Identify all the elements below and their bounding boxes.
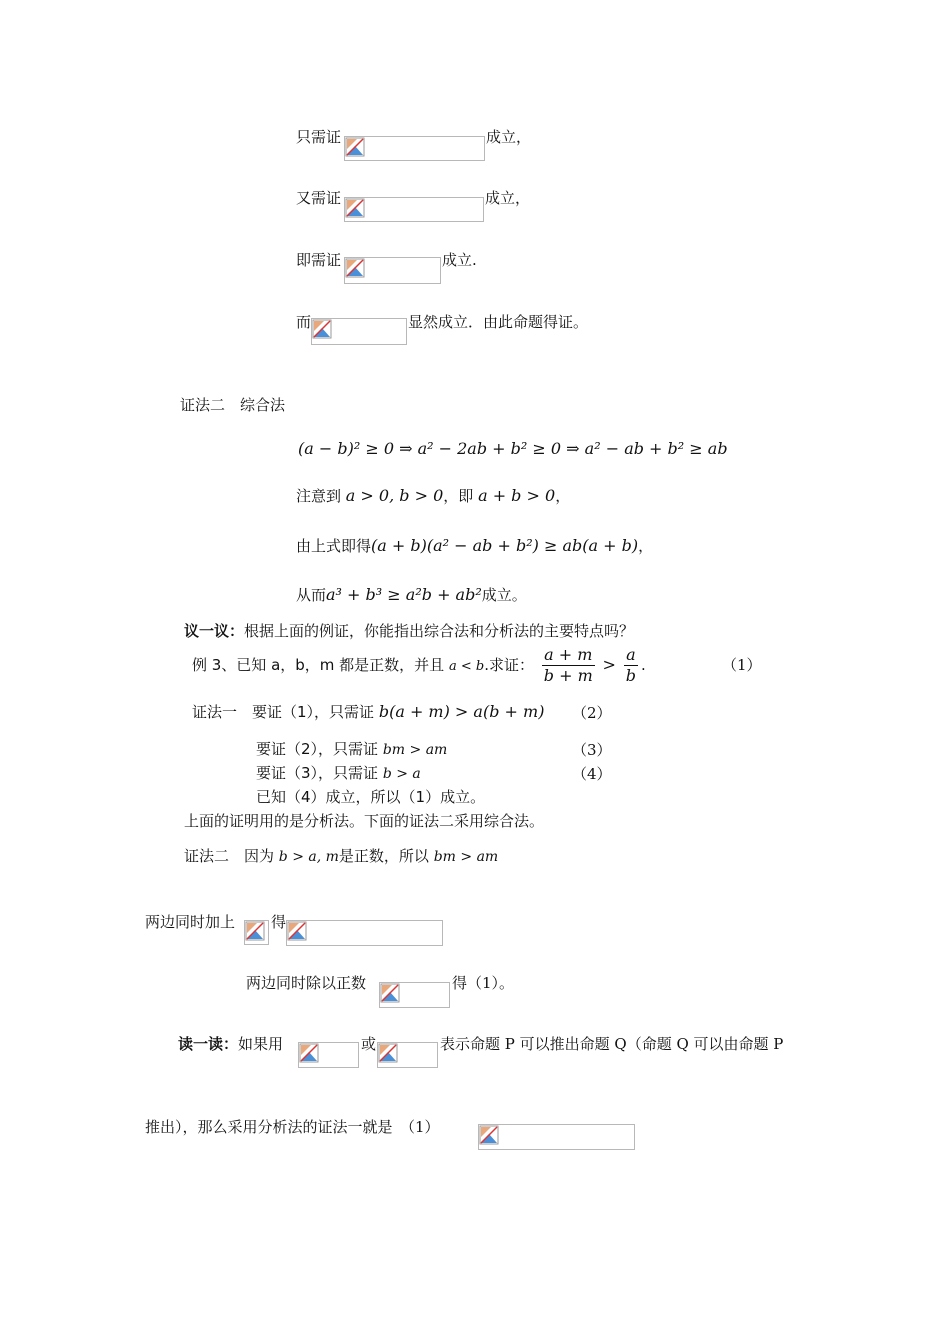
proof1-line3-math: b > a (382, 766, 421, 782)
step1-prefix: 只需证 (296, 128, 342, 146)
step1-suffix: 成立， (486, 128, 532, 146)
step4-suffix: 显然成立．由此命题得证。 (408, 313, 589, 331)
proof2-math2: bm > am (433, 849, 499, 865)
step2-suffix: 成立， (485, 189, 531, 207)
broken-image-icon (287, 921, 307, 941)
fraction-right (624, 645, 638, 686)
equation-tag-2: （2） (572, 704, 612, 722)
method2-equation: (a − b)² ≥ 0 ⇒ a² − 2ab + b² ≥ 0 ⇒ a² − ab + b² ≥ ab (298, 439, 728, 458)
proof1-line2-label: 要证（2），只需证 (256, 740, 379, 758)
formula-image-placeholder (379, 982, 450, 1008)
conclude-suffix: 成立。 (481, 586, 527, 604)
proof1-line1-label: 证法一 要证（1），只需证 (192, 703, 375, 721)
proof2-line (184, 845, 498, 868)
broken-image-icon (245, 921, 265, 941)
note-prefix: 注意到 (296, 487, 342, 505)
broken-image-icon (378, 1043, 398, 1063)
derive-suffix: ， (638, 537, 654, 555)
equation-tag-4: （4） (572, 765, 612, 783)
read-text3: 推出），那么采用分析法的证法一就是 （1） (145, 1118, 440, 1136)
proof1-line2-math: bm > am (382, 742, 448, 758)
note-math: a > 0, b > 0 (345, 486, 444, 505)
read-text2: 表示命题 P 可以推出命题 Q（命题 Q 可以由命题 P (440, 1035, 784, 1053)
broken-image-icon (299, 1043, 319, 1063)
proof1-summary: 上面的证明用的是分析法。下面的证法二采用综合法。 (184, 812, 545, 830)
derive-math: (a + b)(a² − ab + b²) ≥ ab(a + b) (371, 536, 639, 555)
divide-both-prefix: 两边同时除以正数 (246, 974, 367, 992)
note-suffix: ， (555, 487, 571, 505)
example3-lead: 例 3、已知 a，b，m 都是正数，并且 (192, 656, 445, 674)
formula-image-placeholder (344, 197, 484, 222)
conclude-math: a³ + b³ ≥ a²b + ab² (326, 585, 482, 604)
broken-image-icon (345, 258, 365, 278)
note-math2: a + b > 0 (478, 486, 556, 505)
method2-conclude (296, 584, 527, 606)
method2-derive (296, 535, 653, 557)
broken-image-icon (479, 1125, 499, 1145)
method2-heading: 证法二 综合法 (180, 396, 286, 414)
greater-than: > (602, 655, 616, 674)
formula-image-placeholder (344, 257, 441, 284)
equation-tag-3: （3） (572, 741, 612, 759)
formula-image-placeholder (286, 920, 443, 946)
proof1-line3-label: 要证（3），只需证 (256, 764, 379, 782)
frac-left-numerator: a + m (542, 645, 595, 666)
proof1-line1 (192, 701, 544, 723)
proof2-mid: 是正数，所以 (338, 847, 429, 865)
discuss-line (184, 620, 634, 642)
formula-image-placeholder (311, 318, 407, 345)
formula-image-placeholder (478, 1124, 635, 1150)
step3-prefix: 即需证 (296, 251, 342, 269)
example3-line: 例 3、已知 a，b，m 都是正数，并且 a < b.求证： $\frac{a + m}{b + m}$ > $\frac{a}{b}$ . (192, 645, 646, 685)
derive-prefix: 由上式即得 (296, 537, 372, 555)
conclude-prefix: 从而 (296, 586, 327, 604)
formula-image-placeholder (244, 920, 269, 945)
read-label: 读一读： (178, 1035, 239, 1053)
read-or: 或 (361, 1035, 377, 1053)
read-text1: 如果用 (238, 1035, 284, 1053)
note-mid: ，即 (443, 487, 474, 505)
proof1-line2 (256, 738, 447, 761)
proof2-math1: b > a, m (278, 849, 339, 865)
frac-right-denominator: b (625, 666, 636, 685)
proof2-label: 证法二 因为 (184, 847, 275, 865)
divide-both-suffix: 得（1）。 (452, 974, 515, 992)
frac-left-denominator: b + m (543, 666, 593, 685)
proof1-line1-math: b(a + m) > a(b + m) (378, 702, 545, 721)
add-both-prefix: 两边同时加上 (145, 913, 236, 931)
example3-prove: .求证： (484, 656, 534, 674)
formula-image-placeholder (298, 1042, 359, 1068)
broken-image-icon (380, 983, 400, 1003)
equation-tag-1: （1） (722, 656, 762, 674)
fraction-left (542, 645, 595, 686)
broken-image-icon (345, 137, 365, 157)
method2-note (296, 485, 570, 507)
example3-condition: a < b (448, 659, 485, 674)
step3-suffix: 成立. (442, 251, 477, 269)
add-both-mid: 得 (271, 913, 287, 931)
step2-prefix: 又需证 (296, 189, 342, 207)
broken-image-icon (345, 198, 365, 218)
discuss-text: 根据上面的例证，你能指出综合法和分析法的主要特点吗？ (244, 622, 635, 640)
frac-right-numerator: a (624, 645, 638, 666)
discuss-label: 议一议： (184, 622, 245, 640)
formula-image-placeholder (344, 136, 485, 161)
formula-image-placeholder (377, 1042, 438, 1068)
broken-image-icon (312, 319, 332, 339)
proof1-line3 (256, 762, 421, 785)
proof1-line4: 已知（4）成立，所以（1）成立。 (256, 788, 486, 806)
read-line (178, 1033, 283, 1055)
step4-prefix: 而 (296, 313, 312, 331)
